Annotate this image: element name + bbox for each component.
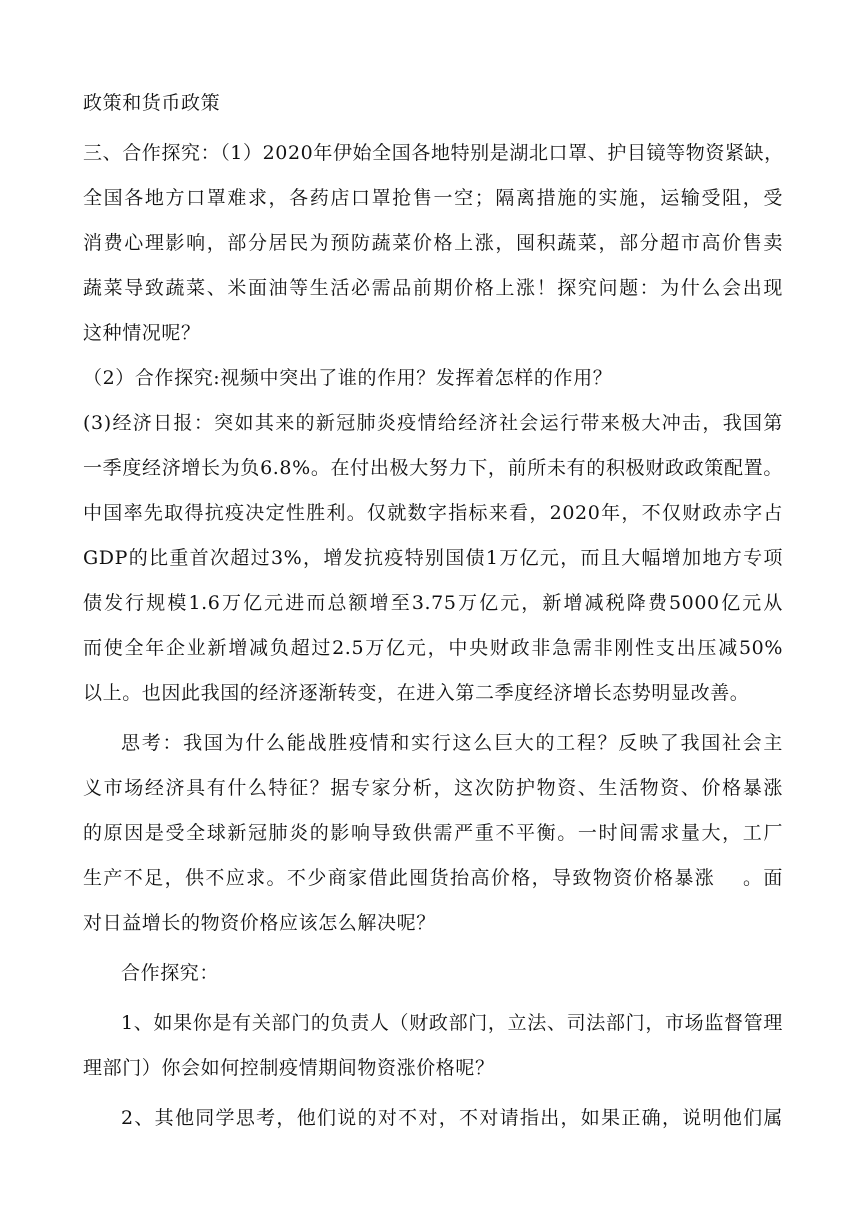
text-line: 生产不足，供不应求。不少商家借此囤货抬高价格，导致物资价格暴涨 。面 [83, 867, 783, 889]
text-line: 全国各地方口罩难求，各药店口罩抢售一空；隔离措施的实施，运输受阻，受 [83, 187, 783, 209]
text-line: 义市场经济具有什么特征？据专家分析，这次防护物资、生活物资、价格暴涨 [83, 777, 783, 799]
text-line: 理部门）你会如何控制疫情期间物资涨价格呢？ [83, 1057, 495, 1079]
text-line: 蔬菜导致蔬菜、米面油等生活必需品前期价格上涨！探究问题：为什么会出现 [83, 277, 783, 299]
text-line: 而使全年企业新增减负超过2.5万亿元，中央财政非急需非刚性支出压减50% [83, 637, 783, 659]
text-line: 以上。也因此我国的经济逐渐转变，在进入第二季度经济增长态势明显改善。 [83, 682, 750, 704]
text-line: 政策和货币政策 [83, 92, 221, 114]
text-line: 三、合作探究：（1）2020年伊始全国各地特别是湖北口罩、护目镜等物资紧缺， [83, 142, 784, 164]
text-line: 合作探究： [121, 962, 220, 984]
text-line: 思考：我国为什么能战胜疫情和实行这么巨大的工程？反映了我国社会主 [121, 732, 783, 754]
text-line: 1、如果你是有关部门的负责人（财政部门，立法、司法部门，市场监督管理 [121, 1012, 783, 1034]
text-line: 的原因是受全球新冠肺炎的影响导致供需严重不平衡。一时间需求量大，工厂 [83, 822, 783, 844]
text-line: 对日益增长的物资价格应该怎么解决呢？ [83, 912, 436, 934]
text-line: 债发行规模1.6万亿元进而总额增至3.75万亿元，新增减税降费5000亿元从 [83, 592, 783, 614]
text-line: GDP的比重首次超过3%，增发抗疫特别国债1万亿元，而且大幅增加地方专项 [83, 547, 783, 569]
text-line: （2）合作探究:视频中突出了谁的作用？发挥着怎样的作用？ [83, 367, 613, 389]
text-line: 2、其他同学思考，他们说的对不对，不对请指出，如果正确，说明他们属 [121, 1107, 783, 1129]
text-line: 消费心理影响，部分居民为预防蔬菜价格上涨，囤积蔬菜，部分超市高价售卖 [83, 232, 783, 254]
text-line: 一季度经济增长为负6.8%。在付出极大努力下，前所未有的积极财政政策配置。 [83, 457, 783, 479]
text-line: (3)经济日报：突如其来的新冠肺炎疫情给经济社会运行带来极大冲击，我国第 [83, 412, 783, 434]
text-line: 这种情况呢？ [83, 322, 201, 344]
text-line: 中国率先取得抗疫决定性胜利。仅就数字指标来看，2020年，不仅财政赤字占 [83, 502, 783, 524]
